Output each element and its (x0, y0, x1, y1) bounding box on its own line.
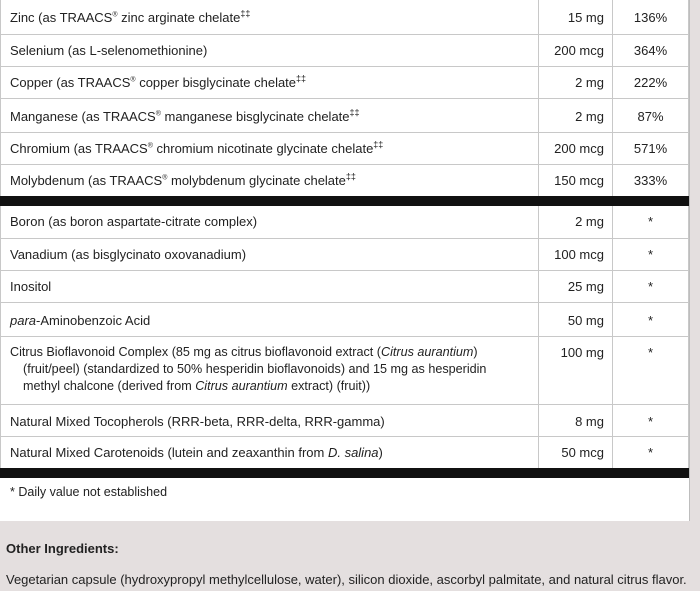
table-row: Zinc (as TRAACS® zinc arginate chelate‡‡ 15 mg 136% (0, 0, 689, 34)
amount: 200 mcg (538, 133, 612, 164)
amount: 100 mg (538, 337, 612, 404)
daily-value: 364% (612, 35, 689, 66)
table-row: para-Aminobenzoic Acid 50 mg * (0, 302, 689, 336)
table-row: Citrus Bioflavonoid Complex (85 mg as citrus bioflavonoid extract (Citrus aurantium) (fruit/peel) (standardized to 50% hesperidin bioflavonoids) and 15 mg as hesperidin methyl chalcone (derived from Citrus aurantium extract) (fruit)) 100 mg * (0, 336, 689, 404)
amount: 2 mg (538, 99, 612, 132)
daily-value: 222% (612, 67, 689, 98)
daily-value: 333% (612, 165, 689, 196)
amount: 8 mg (538, 405, 612, 436)
amount: 2 mg (538, 206, 612, 238)
daily-value: * (612, 206, 689, 238)
daily-value: 87% (612, 99, 689, 132)
table-row: Chromium (as TRAACS® chromium nicotinate glycinate chelate‡‡ 200 mcg 571% (0, 132, 689, 164)
table-row: Copper (as TRAACS® copper bisglycinate chelate‡‡ 2 mg 222% (0, 66, 689, 98)
table-row: Molybdenum (as TRAACS® molybdenum glycinate chelate‡‡ 150 mcg 333% (0, 164, 689, 196)
amount: 150 mcg (538, 165, 612, 196)
daily-value: 571% (612, 133, 689, 164)
table-row: Natural Mixed Carotenoids (lutein and zeaxanthin from D. salina) 50 mcg * (0, 436, 689, 468)
table-row: Boron (as boron aspartate-citrate complex) 2 mg * (0, 206, 689, 238)
amount: 2 mg (538, 67, 612, 98)
daily-value: * (612, 337, 689, 404)
amount: 25 mg (538, 271, 612, 302)
table-row: Inositol 25 mg * (0, 270, 689, 302)
other-ingredients-text: Vegetarian capsule (hydroxypropyl methylcellulose, water), silicon dioxide, ascorbyl palmitate, and natural citrus flavor. (6, 572, 687, 587)
daily-value: * (612, 239, 689, 270)
daily-value: 136% (612, 0, 689, 34)
section-divider (0, 468, 689, 478)
other-ingredients-title: Other Ingredients: (6, 541, 119, 556)
daily-value: * (612, 303, 689, 336)
table-row: Manganese (as TRAACS® manganese bisglycinate chelate‡‡ 2 mg 87% (0, 98, 689, 132)
amount: 100 mcg (538, 239, 612, 270)
table-row: Selenium (as L-selenomethionine) 200 mcg 364% (0, 34, 689, 66)
amount: 15 mg (538, 0, 612, 34)
footnote: * Daily value not established (10, 485, 168, 499)
daily-value: * (612, 271, 689, 302)
daily-value: * (612, 405, 689, 436)
table-row: Natural Mixed Tocopherols (RRR-beta, RRR-delta, RRR-gamma) 8 mg * (0, 404, 689, 436)
amount: 50 mcg (538, 437, 612, 468)
table-row: Vanadium (as bisglycinato oxovanadium) 100 mcg * (0, 238, 689, 270)
amount: 200 mcg (538, 35, 612, 66)
section-divider (0, 196, 689, 206)
amount: 50 mg (538, 303, 612, 336)
daily-value: * (612, 437, 689, 468)
